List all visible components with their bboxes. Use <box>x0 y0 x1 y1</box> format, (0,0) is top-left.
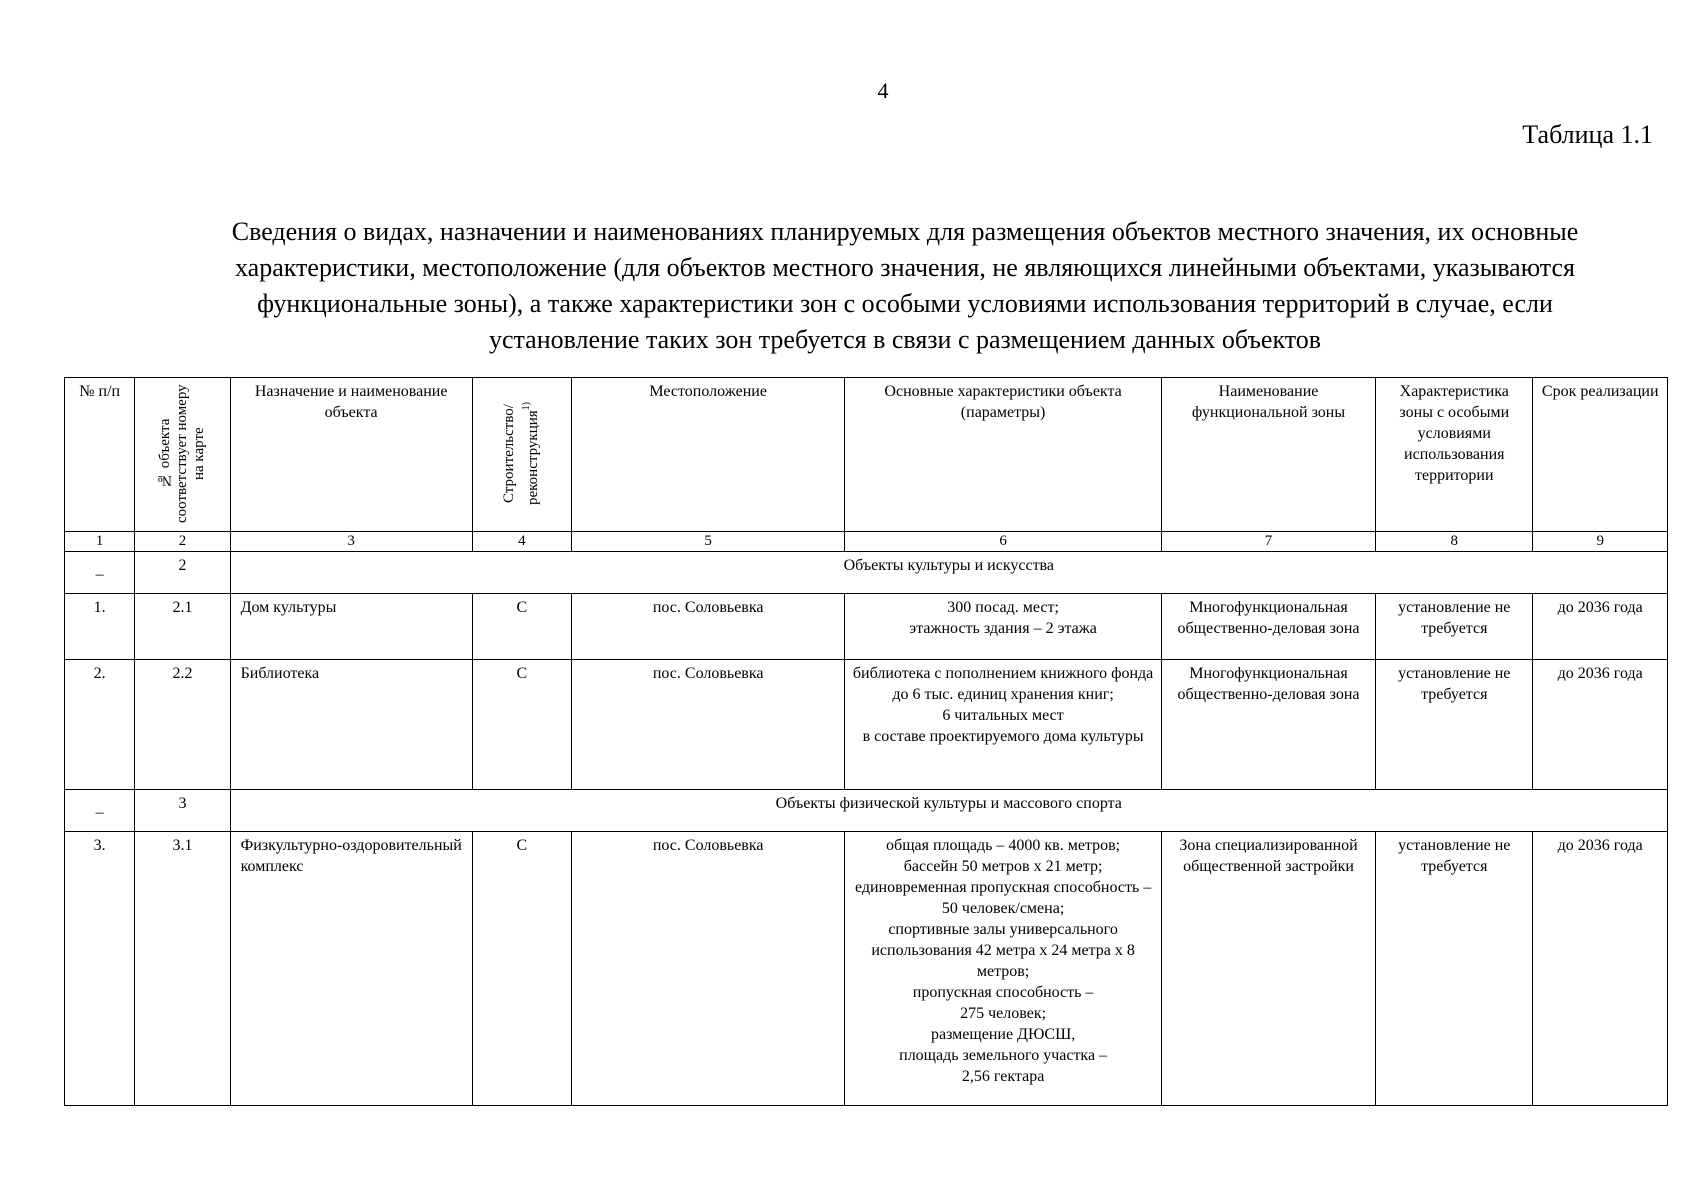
row-special-zone: установление не требуется <box>1376 660 1533 790</box>
header-term: Срок реализации <box>1533 378 1668 532</box>
section-title: Объекты физической культуры и массового спорта <box>230 790 1667 832</box>
column-number: 6 <box>845 532 1162 552</box>
section-dash: – <box>65 790 135 832</box>
table-row <box>65 594 1668 660</box>
row-parameters: общая площадь – 4000 кв. метров; бассейн 50 метров х 21 метр; единовременная пропускная способность – 50 человек/смена; спортивные залы универсального использования 42 метра х 24 метра х 8 метров; пропускная способность – 275 человек; размещение ДЮСШ, площадь земельного участка – 2,56 гектара <box>845 832 1162 1106</box>
row-object-number: 2.1 <box>135 594 230 660</box>
document-title: Сведения о видах, назначении и наименованиях планируемых для размещения объектов местного значения, их основные характеристики, местоположение (для объектов местного значения, не являющихся линейными объектами, указываются функциональные зоны), а также характеристики зон с особыми условиями использования территорий в случае, если установление таких зон требуется в связи с размещением данных объектов <box>231 217 1579 354</box>
row-number: 3. <box>65 832 135 1106</box>
header-object-number: № объекта соответствует номеру на карте <box>135 378 230 532</box>
column-number: 7 <box>1161 532 1375 552</box>
section-code: 3 <box>135 790 230 832</box>
row-type: С <box>472 832 571 1106</box>
row-object-number: 3.1 <box>135 832 230 1106</box>
header-location: Местоположение <box>572 378 845 532</box>
column-number: 5 <box>572 532 845 552</box>
header-name: Назначение и наименование объекта <box>230 378 472 532</box>
column-number: 4 <box>472 532 571 552</box>
row-name: Дом культуры <box>230 594 472 660</box>
row-location: пос. Соловьевка <box>572 832 845 1106</box>
column-number: 1 <box>65 532 135 552</box>
row-term: до 2036 года <box>1533 832 1668 1106</box>
section-row-culture <box>65 552 1668 594</box>
column-number: 3 <box>230 532 472 552</box>
row-name: Физкультурно-оздоровительный комплекс <box>230 832 472 1106</box>
row-parameters: 300 посад. мест; этажность здания – 2 этажа <box>845 594 1162 660</box>
header-construction: Строительство/ реконструкция$^{1)}$ <box>472 378 571 532</box>
header-special-zone: Характеристика зоны с особыми условиями использования территории <box>1376 378 1533 532</box>
row-object-number: 2.2 <box>135 660 230 790</box>
row-term: до 2036 года <box>1533 660 1668 790</box>
section-code: 2 <box>135 552 230 594</box>
row-name: Библиотека <box>230 660 472 790</box>
header-parameters: Основные характеристики объекта (параметры) <box>845 378 1162 532</box>
header-number: № п/п <box>65 378 135 532</box>
row-number: 2. <box>65 660 135 790</box>
row-zone: Зона специализированной общественной застройки <box>1161 832 1375 1106</box>
header-zone: Наименование функциональной зоны <box>1161 378 1375 532</box>
row-zone: Многофункциональная общественно-деловая зона <box>1161 594 1375 660</box>
row-number: 1. <box>65 594 135 660</box>
row-zone: Многофункциональная общественно-деловая зона <box>1161 660 1375 790</box>
row-location: пос. Соловьевка <box>572 594 845 660</box>
row-term: до 2036 года <box>1533 594 1668 660</box>
row-special-zone: установление не требуется <box>1376 594 1533 660</box>
table-label: Таблица 1.1 <box>1522 120 1653 149</box>
row-type: С <box>472 594 571 660</box>
column-numbers-row <box>65 532 1668 552</box>
column-number: 2 <box>135 532 230 552</box>
table-row <box>65 660 1668 790</box>
column-number: 9 <box>1533 532 1668 552</box>
row-location: пос. Соловьевка <box>572 660 845 790</box>
header-row <box>65 378 1668 532</box>
page-number: 4 <box>877 78 889 103</box>
section-dash: – <box>65 552 135 594</box>
section-title: Объекты культуры и искусства <box>230 552 1667 594</box>
row-type: С <box>472 660 571 790</box>
row-parameters: библиотека с пополнением книжного фонда до 6 тыс. единиц хранения книг; 6 читальных мест в составе проектируемого дома культуры <box>845 660 1162 790</box>
objects-table <box>64 377 1668 1106</box>
row-special-zone: установление не требуется <box>1376 832 1533 1106</box>
column-number: 8 <box>1376 532 1533 552</box>
table-row <box>65 832 1668 1106</box>
section-row-sport <box>65 790 1668 832</box>
